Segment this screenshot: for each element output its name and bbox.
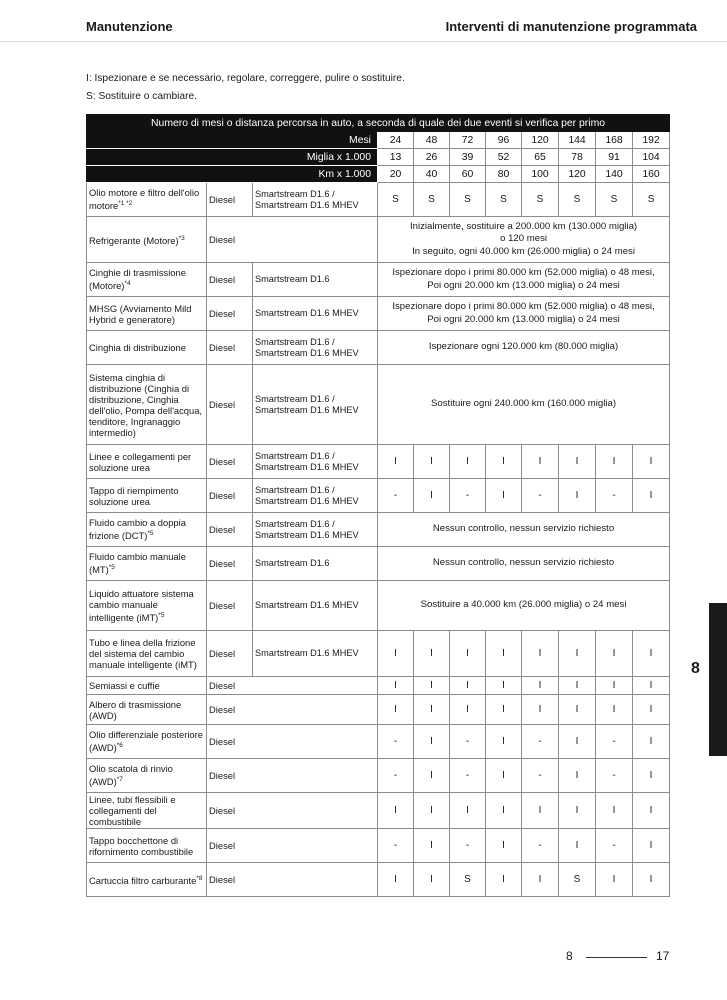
row-value-cell: I xyxy=(522,863,559,897)
row-value-cell: S xyxy=(378,183,414,217)
row-value-cell: - xyxy=(378,725,414,759)
row-value-cell: - xyxy=(596,725,633,759)
row-item-label: Refrigerante (Motore) xyxy=(89,235,179,247)
row-value-cell: I xyxy=(450,695,486,725)
note-line: Sostituire ogni 240.000 km (160.000 miglia) xyxy=(431,398,617,410)
table-row xyxy=(87,695,670,725)
km-interval-5: 120 xyxy=(559,166,596,183)
row-interval-note xyxy=(378,331,670,365)
row-value-cell: I xyxy=(414,479,450,513)
row-interval-note xyxy=(378,217,670,263)
row-value-cell: I xyxy=(378,793,414,829)
row-value-cell: I xyxy=(633,445,670,479)
table-body xyxy=(87,183,670,897)
km-interval-6: 140 xyxy=(596,166,633,183)
row-item-cell xyxy=(87,863,207,897)
month-interval-6: 168 xyxy=(596,132,633,149)
row-value-cell: I xyxy=(414,695,450,725)
row-item-cell xyxy=(87,183,207,217)
row-value-cell: I xyxy=(522,695,559,725)
row-item-cell xyxy=(87,677,207,695)
row-value-cell: I xyxy=(596,695,633,725)
row-item-cell xyxy=(87,695,207,725)
note-line: Nessun controllo, nessun servizio richiesto xyxy=(432,523,615,535)
row-item-label: MHSG (Avviamento Mild Hybrid e generatore) xyxy=(89,302,192,325)
footnote-marker: *6 xyxy=(116,742,123,750)
row-value-cell: S xyxy=(450,183,486,217)
row-item-label: Cartuccia filtro carburante xyxy=(89,875,197,887)
note-line: Sostituire a 40.000 km (26.000 miglia) o 24 mesi xyxy=(420,599,627,611)
row-value-cell: I xyxy=(450,793,486,829)
row-item-label: Tappo di riempimento soluzione urea xyxy=(89,484,179,507)
row-value-cell: I xyxy=(559,631,596,677)
row-value-cell: I xyxy=(596,863,633,897)
table-row xyxy=(87,725,670,759)
footnote-marker: *5 xyxy=(108,564,115,572)
header-divider xyxy=(0,41,727,42)
table-row xyxy=(87,263,670,297)
row-value-cell: - xyxy=(378,759,414,793)
row-value-cell: S xyxy=(559,863,596,897)
row-interval-note xyxy=(378,297,670,331)
footnote-marker: *1 *2 xyxy=(118,200,133,208)
page-footer xyxy=(560,949,672,967)
row-value-cell: - xyxy=(522,759,559,793)
row-engine: Smartstream D1.6 xyxy=(253,547,378,581)
table-caption: Numero di mesi o distanza percorsa in auto, a seconda di quale dei due eventi si verifica per primo xyxy=(87,115,670,132)
legend-replace: S: Sostituire o cambiare. xyxy=(86,91,197,102)
section-title: Manutenzione xyxy=(86,18,173,34)
row-engine: Smartstream D1.6 MHEV xyxy=(253,631,378,677)
row-value-cell: I xyxy=(522,677,559,695)
row-item-cell xyxy=(87,331,207,365)
row-engine: Smartstream D1.6 / Smartstream D1.6 MHEV xyxy=(253,331,378,365)
row-value-cell: I xyxy=(559,725,596,759)
month-interval-7: 192 xyxy=(633,132,670,149)
km-interval-1: 40 xyxy=(414,166,450,183)
note-line: o 120 mesi xyxy=(500,233,547,245)
row-value-cell: I xyxy=(559,793,596,829)
row-interval-note xyxy=(378,263,670,297)
footer-divider xyxy=(586,957,647,958)
note-line: In seguito, ogni 40.000 km (26.000 miglia) o 24 mesi xyxy=(412,245,635,257)
row-item-cell xyxy=(87,581,207,631)
row-value-cell: I xyxy=(486,829,522,863)
row-item-cell xyxy=(87,759,207,793)
row-value-cell: I xyxy=(559,829,596,863)
row-item-label: Fluido cambio manuale (MT) xyxy=(89,551,186,576)
table-row xyxy=(87,677,670,695)
row-value-cell: I xyxy=(378,695,414,725)
miles-interval-3: 52 xyxy=(486,149,522,166)
table-row xyxy=(87,365,670,445)
row-fuel: Diesel xyxy=(207,581,253,631)
row-value-cell: I xyxy=(596,793,633,829)
note-line: Ispezionare dopo i primi 80.000 km (52.000 miglia) o 48 mesi, xyxy=(392,267,655,278)
row-item-cell xyxy=(87,725,207,759)
page-number: 17 xyxy=(656,949,670,963)
footer-chapter: 8 xyxy=(566,949,573,963)
row-value-cell: I xyxy=(486,677,522,695)
row-engine: Smartstream D1.6 MHEV xyxy=(253,581,378,631)
row-value-cell: - xyxy=(522,725,559,759)
row-value-cell: S xyxy=(450,863,486,897)
table-row xyxy=(87,479,670,513)
row-engine: Smartstream D1.6 / Smartstream D1.6 MHEV xyxy=(253,445,378,479)
row-fuel: Diesel xyxy=(207,331,253,365)
footnote-marker: *5 xyxy=(158,611,165,619)
month-interval-4: 120 xyxy=(522,132,559,149)
row-value-cell: I xyxy=(633,631,670,677)
table-row xyxy=(87,829,670,863)
row-interval-note xyxy=(378,365,670,445)
row-value-cell: I xyxy=(414,829,450,863)
km-interval-3: 80 xyxy=(486,166,522,183)
row-value-cell: - xyxy=(450,479,486,513)
km-interval-2: 60 xyxy=(450,166,486,183)
row-value-cell: I xyxy=(633,479,670,513)
month-interval-3: 96 xyxy=(486,132,522,149)
row-interval-note xyxy=(378,547,670,581)
row-value-cell: I xyxy=(596,677,633,695)
table-row xyxy=(87,297,670,331)
km-interval-4: 100 xyxy=(522,166,559,183)
row-fuel: Diesel xyxy=(207,445,253,479)
row-item-label: Cinghia di distribuzione xyxy=(89,342,186,353)
months-label: Mesi xyxy=(87,132,378,149)
row-value-cell: I xyxy=(486,479,522,513)
month-interval-2: 72 xyxy=(450,132,486,149)
km-interval-7: 160 xyxy=(633,166,670,183)
page-title: Interventi di manutenzione programmata xyxy=(445,18,697,34)
row-value-cell: - xyxy=(378,479,414,513)
miles-interval-7: 104 xyxy=(633,149,670,166)
note-line: Poi ogni 20.000 km (13.000 miglia) o 24 mesi xyxy=(427,279,620,291)
table-row xyxy=(87,183,670,217)
note-line: Ispezionare dopo i primi 80.000 km (52.000 miglia) o 48 mesi, xyxy=(392,301,655,312)
table-row xyxy=(87,445,670,479)
row-value-cell: I xyxy=(378,631,414,677)
table-row xyxy=(87,581,670,631)
row-value-cell: I xyxy=(559,759,596,793)
row-value-cell: - xyxy=(596,759,633,793)
row-item-label: Liquido attuatore sistema cambio manuale intelligente (iMT) xyxy=(89,587,194,624)
row-item-label: Sistema cinghia di distribuzione (Cinghia di distribuzione, Cinghia dell'olio, Pompa dell'acqua, tenditore, Ingranaggio intermedio) xyxy=(89,371,203,438)
table-row xyxy=(87,759,670,793)
legend-inspect: I: Ispezionare e se necessario, regolare, correggere, pulire o sostituire. xyxy=(86,73,405,84)
row-value-cell: - xyxy=(596,829,633,863)
row-item-cell xyxy=(87,365,207,445)
km-interval-0: 20 xyxy=(378,166,414,183)
row-value-cell: I xyxy=(633,725,670,759)
row-fuel: Diesel xyxy=(207,677,378,695)
table-row xyxy=(87,863,670,897)
row-fuel: Diesel xyxy=(207,297,253,331)
row-item-cell xyxy=(87,829,207,863)
row-value-cell: I xyxy=(378,863,414,897)
months-row xyxy=(87,132,670,149)
row-value-cell: - xyxy=(522,479,559,513)
row-value-cell: I xyxy=(486,863,522,897)
footnote-marker: *4 xyxy=(124,280,131,288)
row-item-label: Olio differenziale posteriore (AWD) xyxy=(89,729,203,754)
row-item-label: Linee, tubi flessibili e collegamenti del combustibile xyxy=(89,794,176,827)
miles-row xyxy=(87,149,670,166)
miles-label: Miglia x 1.000 xyxy=(87,149,378,166)
row-engine: Smartstream D1.6 / Smartstream D1.6 MHEV xyxy=(253,479,378,513)
km-row xyxy=(87,166,670,183)
row-value-cell: S xyxy=(414,183,450,217)
row-value-cell: I xyxy=(633,759,670,793)
row-engine: Smartstream D1.6 / Smartstream D1.6 MHEV xyxy=(253,513,378,547)
row-item-cell xyxy=(87,217,207,263)
miles-interval-4: 65 xyxy=(522,149,559,166)
row-item-cell xyxy=(87,445,207,479)
row-value-cell: I xyxy=(378,445,414,479)
row-item-label: Linee e collegamenti per soluzione urea xyxy=(89,450,192,473)
note-line: Ispezionare ogni 120.000 km (80.000 miglia) xyxy=(428,341,619,353)
miles-interval-1: 26 xyxy=(414,149,450,166)
row-item-label: Olio scatola di rinvio (AWD) xyxy=(89,763,173,788)
row-value-cell: I xyxy=(633,695,670,725)
miles-interval-6: 91 xyxy=(596,149,633,166)
row-value-cell: - xyxy=(522,829,559,863)
maintenance-table xyxy=(86,114,670,897)
legend xyxy=(86,70,405,106)
row-value-cell: I xyxy=(414,725,450,759)
row-interval-note xyxy=(378,581,670,631)
footnote-marker: *5 xyxy=(147,530,154,538)
row-fuel: Diesel xyxy=(207,217,378,263)
row-value-cell: - xyxy=(596,479,633,513)
row-item-cell xyxy=(87,297,207,331)
row-item-label: Cinghie di trasmissione (Motore) xyxy=(89,267,186,292)
row-value-cell: I xyxy=(414,677,450,695)
miles-interval-2: 39 xyxy=(450,149,486,166)
footnote-marker: *8 xyxy=(196,874,203,882)
row-item-cell xyxy=(87,793,207,829)
row-fuel: Diesel xyxy=(207,759,378,793)
row-value-cell: I xyxy=(522,445,559,479)
footnote-marker: *7 xyxy=(116,776,123,784)
month-interval-1: 48 xyxy=(414,132,450,149)
row-value-cell: I xyxy=(522,631,559,677)
row-value-cell: I xyxy=(414,863,450,897)
chapter-number: 8 xyxy=(691,660,700,677)
row-value-cell: I xyxy=(486,793,522,829)
row-item-cell xyxy=(87,513,207,547)
row-value-cell: S xyxy=(522,183,559,217)
row-value-cell: I xyxy=(633,793,670,829)
row-engine: Smartstream D1.6 / Smartstream D1.6 MHEV xyxy=(253,183,378,217)
row-value-cell: I xyxy=(414,631,450,677)
row-interval-note xyxy=(378,513,670,547)
row-value-cell: I xyxy=(486,725,522,759)
row-value-cell: I xyxy=(522,793,559,829)
row-value-cell: I xyxy=(559,695,596,725)
row-engine: Smartstream D1.6 xyxy=(253,263,378,297)
row-value-cell: I xyxy=(486,695,522,725)
row-value-cell: I xyxy=(633,677,670,695)
row-item-cell xyxy=(87,479,207,513)
row-fuel: Diesel xyxy=(207,479,253,513)
row-value-cell: I xyxy=(559,445,596,479)
row-value-cell: S xyxy=(559,183,596,217)
row-value-cell: I xyxy=(596,631,633,677)
row-value-cell: - xyxy=(450,759,486,793)
row-item-label: Albero di trasmissione (AWD) xyxy=(89,698,182,721)
row-value-cell: I xyxy=(450,445,486,479)
table-row xyxy=(87,793,670,829)
chapter-side-tab xyxy=(709,603,727,756)
row-item-label: Tubo e linea della frizione del sistema del cambio manuale intelligente (iMT) xyxy=(89,637,197,670)
row-engine: Smartstream D1.6 / Smartstream D1.6 MHEV xyxy=(253,365,378,445)
note-line: Poi ogni 20.000 km (13.000 miglia) o 24 mesi xyxy=(427,313,620,325)
row-fuel: Diesel xyxy=(207,725,378,759)
note-line: Nessun controllo, nessun servizio richiesto xyxy=(432,557,615,569)
row-value-cell: I xyxy=(596,445,633,479)
row-item-label: Fluido cambio a doppia frizione (DCT) xyxy=(89,517,186,542)
row-value-cell: I xyxy=(450,677,486,695)
row-engine: Smartstream D1.6 MHEV xyxy=(253,297,378,331)
row-value-cell: I xyxy=(486,445,522,479)
row-item-cell xyxy=(87,263,207,297)
caption-row xyxy=(87,115,670,132)
row-fuel: Diesel xyxy=(207,183,253,217)
row-fuel: Diesel xyxy=(207,829,378,863)
row-fuel: Diesel xyxy=(207,365,253,445)
row-value-cell: I xyxy=(486,631,522,677)
row-value-cell: I xyxy=(633,863,670,897)
row-value-cell: I xyxy=(559,677,596,695)
row-value-cell: I xyxy=(633,829,670,863)
row-value-cell: I xyxy=(378,677,414,695)
table-row xyxy=(87,631,670,677)
miles-interval-0: 13 xyxy=(378,149,414,166)
row-fuel: Diesel xyxy=(207,263,253,297)
table-row xyxy=(87,217,670,263)
km-label: Km x 1.000 xyxy=(87,166,378,183)
row-value-cell: I xyxy=(486,759,522,793)
row-value-cell: - xyxy=(450,725,486,759)
row-fuel: Diesel xyxy=(207,547,253,581)
footnote-marker: *3 xyxy=(178,234,185,242)
table-row xyxy=(87,547,670,581)
row-value-cell: S xyxy=(596,183,633,217)
table-row xyxy=(87,331,670,365)
row-value-cell: - xyxy=(450,829,486,863)
row-value-cell: I xyxy=(450,631,486,677)
month-interval-5: 144 xyxy=(559,132,596,149)
row-fuel: Diesel xyxy=(207,631,253,677)
row-value-cell: - xyxy=(378,829,414,863)
row-value-cell: I xyxy=(414,445,450,479)
miles-interval-5: 78 xyxy=(559,149,596,166)
row-item-cell xyxy=(87,631,207,677)
note-line: Inizialmente, sostituire a 200.000 km (130.000 miglia) xyxy=(409,220,638,232)
row-item-label: Olio motore e filtro dell'olio motore xyxy=(89,187,200,212)
row-value-cell: I xyxy=(559,479,596,513)
table-row xyxy=(87,513,670,547)
row-value-cell: S xyxy=(633,183,670,217)
row-item-cell xyxy=(87,547,207,581)
page-header xyxy=(86,14,697,38)
row-value-cell: I xyxy=(414,793,450,829)
row-value-cell: S xyxy=(486,183,522,217)
row-fuel: Diesel xyxy=(207,695,378,725)
row-item-label: Semiassi e cuffie xyxy=(89,680,160,691)
row-value-cell: I xyxy=(414,759,450,793)
row-item-label: Tappo bocchettone di rifornimento combustibile xyxy=(89,834,194,857)
row-fuel: Diesel xyxy=(207,863,378,897)
row-fuel: Diesel xyxy=(207,793,378,829)
row-fuel: Diesel xyxy=(207,513,253,547)
month-interval-0: 24 xyxy=(378,132,414,149)
